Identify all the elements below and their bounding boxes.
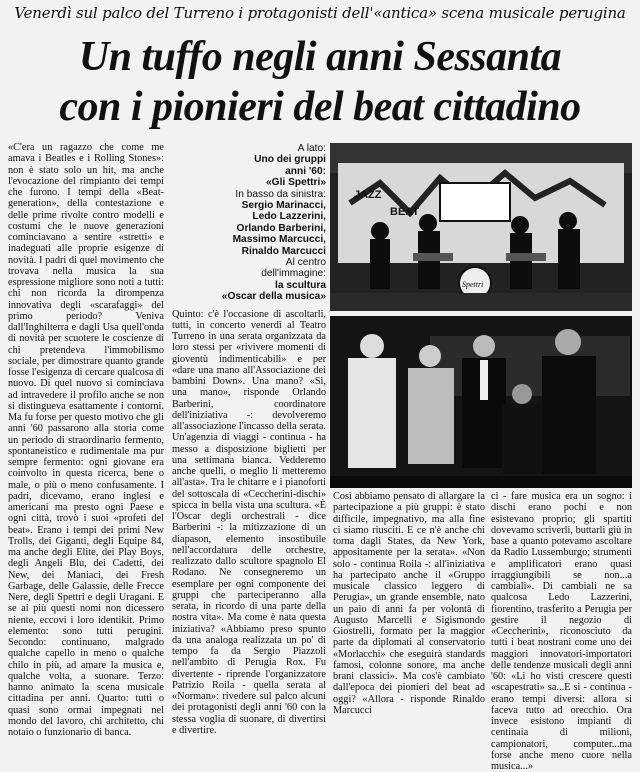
caption-line: Massimo Marcucci, (232, 234, 326, 246)
column-1-text: «C'era un ragazzo che come me amava i Beatles e i Rolling Stones»: non è stato solo un hit, ma anche l'evocazione del rimpianto dei tempi che furono. I tempi della «Beat-generation», della contestazione e delle prime rivolte contro modelli e costumi che le nuove generazioni cominciavano a sentire «stretti» e inadeguati alle proprie esigenze di novità. I padri di quel movimento che trovava nella musica la sua espressione migliore sono noti a tutti: chi non ricorda la dirompenza innovativa degli «scarafaggi» del primo periodo? Veniva dall'Inghilterra e dagli Usa quell'onda di novità per scuotere le coscienze di chi pretendeva l'immobilismo sociale, per dimostrare quanto grande fosse l'esigenza di cercare qualcosa di nuovo. Di quel nuovo si cominciava ad intravedere il profilo anche se non si distingueva esattamente i contorni. Ma fu forse per questo motivo che gli anni '60 passarono alla storia come un periodo di straordinario fermento, spontaneistico e rudimentale ma pur sempre fermento: ogni giovane era coinvolto in questa ricerca, bene o male, o più o meno confusamente. I padri, dicevamo, erano inglesi e americani ma presto ogni Paese e ogni città, trovò i suoi «profeti del beat». Erano i tempi dei primi New Trolls, dei Giganti, degli Equipe 84, ma anche degli Elite, dei Play Boys, degli Angeli Blu, dei Cadetti, dei New, dei Maniaci, dei Fresh Garbage, delle Galassie, delle Frecce Nere, degli Spettri e degli Uragani. E se ai più questi nomi non dicessero niente, eccovi i loro identikit. Primo elemento: sono tutti perugini. Secondo: continuano, malgrado qualche capello in meno o qualche chilo in più, ad amare la musica e, qualche volta, a suonare. Terzo: hanno animato la scena musicale cittadina per anni. Quarto: tutti o quasi sono ormai impegnati nel mondo del lavoro, chi architetto, chi notaio o funzionario di banca. (8, 142, 164, 738)
article-column-1 (8, 142, 164, 738)
headline-line-2: con i pionieri del beat cittadino (59, 84, 581, 130)
column-2-text: Quinto: c'è l'occasione di ascoltarli, tutti, in concerto venerdì al Teatro Turreno in una serata organizzata da loro stessi per «rivivere momenti di gioventù indimenticabili» e per «dare una mano all'Associazione dei bambini Down». Una mano? «Sì, una mano», risponde Orlando Barberini, coordinatore dell'iniziativa -: devolveremo all'associazione l'incasso della serata. Un'agenzia di viaggi - continua - ha messo a disposizione biglietti per una settimana bianca. Vedderemo anche quelli, o meglio li metteremo all'asta». Tra le chitarre e i pianoforti del sottoscala di «Ceccherini-dischi» spicca in bella vista una scultura. «È l'Oscar degli orchestrali - dice Barberini -: la mitizzazione di un diapason, elemento insostibuile nell'accordatura delle orchestre, realizzato dallo scultore spagnolo El Rodano. Ne consegneremo un esemplare per ogni componente dei gruppi che parteciperanno alla serata, in ricordo di una parte della nostra vita». Ma come è nata questa iniziativa? «Abbiamo preso spunto da una analoga realizzata un po' di tempo fa da Sergio Piazzoli nell'ambito di Perugia Rox. Fu divertente - riprende l'organizzatore Patrizio Roila - quella serata al «Norman»: rivedere sul palco alcuni dei protagonisti degli anni '60 con la stessa voglia di suonare, di divertirsi e divertire. (172, 308, 326, 736)
sign-beat: BEAT (390, 206, 420, 218)
caption-line: «Gli Spettri» (265, 177, 326, 189)
caption-line: Sergio Marinacci, (241, 200, 326, 212)
band-photo-image (330, 143, 632, 311)
caption-line: «Oscar della musica» (221, 291, 326, 303)
column-3-text: Così abbiamo pensato di allargare la partecipazione a più gruppi: è stato difficile, impegnativo, ma alla fine ci siamo riusciti. E ce n'è anche chi torna dagli States, da New York, appositamente per la serata». «Non solo - continua Roila -: all'iniziativa ha partecipato anche il «Gruppo musicale classico leggero di Perugia», un grande ensemble, nato un paio di anni fa per volontà di Augusto Marcelli e Sigismondo Giostrelli, formato per la maggior parte da diplomati al conservatorio «Morlacchi» che eseguirà standards famosi, colonne sonore, ma anche brani classici». Ma cos'è cambiato dall'epoca dei pionieri del beat ad oggi? «Allora - risponde Rinaldo Marcucci (333, 491, 485, 716)
kicker: Venerdì sul palco del Turreno i protagonisti dell'«antica» scena musicale perugina (14, 4, 626, 22)
caption-line: Ledo Lazzerini, (252, 211, 326, 223)
column-4-text: ci - fare musica era un sogno: i dischi erano pochi e non esistevano proprio; gli spartiti dovevamo scriverli, buttarli giù in base a quanto potevamo ascoltare da Radio Lussemburgo; strumenti e amplificatori erano quasi irraggiungibili se non...a cambiali». Di cambiali ne sa qualcosa Ledo Lazzerini, fiorentino, trasferito a Perugia per gestire il negozio di «Ceccherini», riconosciuto da tutti i beat nostrani come uno dei maggiori innovatori-importatori delle tendenze musicali degli anni '60: «Li ho visti crescere questi «scapestrati» sa...E si - continua - erano tempi diversi: allora si faceva tutto ad orecchio. Ora invece esistono impianti di centinaia di milioni, campionatori, computer...ma forse anche meno cuore nella musica...» (491, 491, 632, 772)
article-column-2 (172, 143, 326, 736)
caption-line: A lato: (297, 143, 326, 154)
band-photo (330, 143, 632, 311)
caption-line: Rinaldo Marcucci (241, 245, 326, 257)
article-column-4 (491, 491, 632, 772)
caption-line: dell'immagine: (261, 268, 326, 280)
group-portrait-image (330, 316, 632, 488)
caption-line: Al centro (285, 257, 326, 269)
group-portrait-photo (330, 316, 632, 488)
article-column-3 (333, 491, 485, 716)
caption-line: Orlando Barberini, (236, 222, 326, 234)
photo-caption (172, 143, 326, 303)
headline (0, 32, 640, 132)
caption-line: In basso da sinistra: (235, 188, 326, 200)
caption-line: anni '60: (285, 165, 326, 177)
drum-logo: Spettri (462, 280, 484, 289)
caption-line: Uno dei gruppi (254, 154, 326, 166)
sign-jazz: JAZZ (354, 189, 382, 201)
caption-line: la scultura (275, 279, 326, 291)
headline-line-1: Un tuffo negli anni Sessanta (78, 34, 562, 80)
